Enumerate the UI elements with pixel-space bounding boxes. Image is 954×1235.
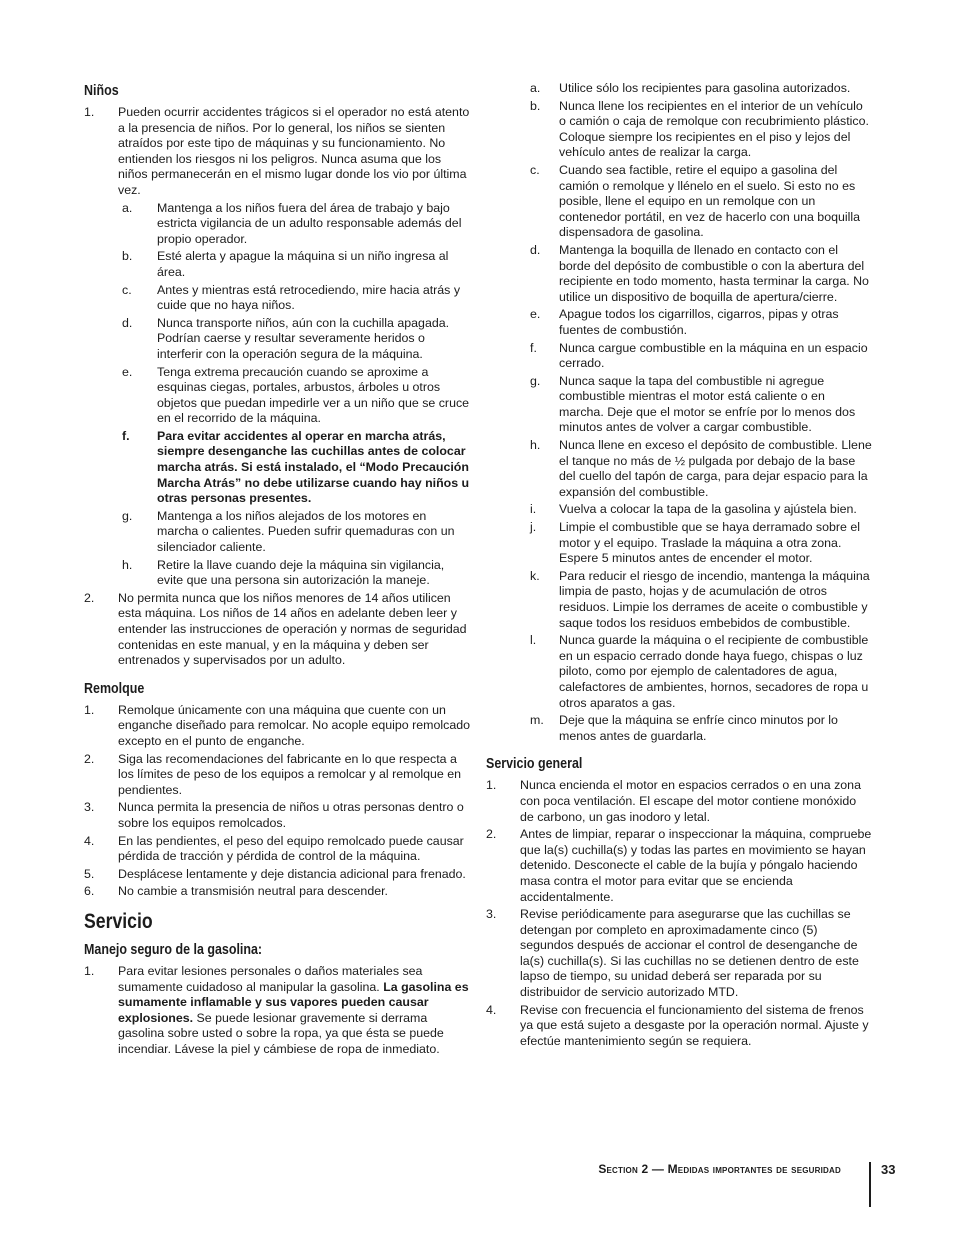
heading-ninos: Niños [84,83,119,99]
heading-servicio-general: Servicio general [486,756,583,773]
list-item: 1. Nunca encienda el motor en espacios cerrados o en una zona con poca ventilación. El escape del motor contiene monóxido de carbono, un gas inodoro y letal. [486,778,861,824]
list-item: i. Vuelva a colocar la tapa de la gasolina y ajústela bien. [530,502,857,517]
list-item: b. Esté alerta y apague la máquina si un niño ingresa al área. [122,249,449,279]
list-item: 2. Siga las recomendaciones del fabricante en lo que respecta a los límites de peso de los equipos a remolcar y al remolque en pendientes. [84,751,461,797]
list-item: g. Nunca saque la tapa del combustible ni agregue combustible mientras el motor está caliente o en marcha. Deje que el motor se enfríe por lo menos dos minutos antes de volver a cargar combustible. [530,373,856,435]
list-item: 6. No cambie a transmisión neutral para descender. [84,884,388,899]
list-item: 2. No permita nunca que los niños menores de 14 años utilicen esta máquina. Los niños de 14 años en adelante deben leer y entender las instrucciones de operación y normas de seguridad contenidas en este manual, y en la máquina y deben ser entrenados y supervisados por un adulto. [84,590,467,668]
list-item: 1. Pueden ocurrir accidentes trágicos si el operador no está atento a la presencia de niños. Por lo general, los niños se sienten atraídos por este tipo de máquinas y su funcionamiento. No entienden los riesgos ni los peligros. Nunca asuma que los niños permanecerán en el mismo lugar donde los vio por última vez. [84,105,470,197]
list-item: c. Cuando sea factible, retire el equipo a gasolina del camión o remolque y llénelo en el suelo. Si esto no es posible, llene el equipo en un remolque con un contenedor portátil, en vez de hacerlo con una boquilla dispensadora de gasolina. [530,162,861,240]
list-item: b. Nunca llene los recipientes en el interior de un vehículo o camión o caja de remolque con recubrimiento plástico. Coloque siempre los recipientes en el piso y lejos del vehículo antes de realizar la carga. [530,98,869,160]
list-item: c. Antes y mientras está retrocediendo, mire hacia atrás y cuide que no haya niños. [122,282,461,313]
list-item: h. Nunca llene en exceso el depósito de combustible. Llene el tanque no más de ½ pulgada por debajo de la base del cuello del tapón de carga, para dejar espacio para la expansión del combustible. [530,438,872,499]
list-item: g. Mantenga a los niños alejados de los motores en marcha o calientes. Pueden sufrir quemaduras con un silenciador caliente. [122,508,455,555]
list-item: j. Limpie el combustible que se haya derramado sobre el motor y el equipo. Traslade la máquina a otra zona. Espere 5 minutos antes de encender el motor. [530,520,860,566]
footer-section-title: Section 2 — Medidas importantes de seguridad [598,1162,841,1176]
heading-manejo-gasolina: Manejo seguro de la gasolina: [84,941,263,958]
list-item: 1. Remolque únicamente con una máquina que cuente con un enganche diseñado para remolcar. No acople equipo remolcado excepto en el punto de enganche. [84,702,470,748]
list-item: 3. Revise periódicamente para asegurarse que las cuchillas se detengan por completo en aproximadamente cinco (5) segundos después de accionar el control de desenganche de la(s) cuchilla(s). Si las cuchillas no se detienen dentro de este lapso de tiempo, su unidad deberá ser reparada por su distribuidor de servicio autorizado MTD. [486,907,859,1000]
footer-divider [869,1162,871,1207]
list-item: d. Nunca transporte niños, aún con la cuchilla apagada. Podrían caerse y resultar severamente heridos o interferir con la operación segura de la máquina. [122,315,450,361]
list-item: a. Mantenga a los niños fuera del área de trabajo y bajo estricta vigilancia de un adulto responsable además del propio operador. [122,200,462,246]
list-item: e. Apague todos los cigarrillos, cigarros, pipas y otras fuentes de combustión. [530,307,839,337]
list-item: d. Mantenga la boquilla de llenado en contacto con el borde del depósito de combustible o con la abertura del recipiente en todo momento, hasta terminar la carga. No utilice un dispositivo de boquilla de apertura/cierre. [530,242,869,304]
page-number: 33 [881,1162,896,1177]
right-column [486,81,872,1051]
list-item: 1. Para evitar lesiones personales o daños materiales sea sumamente cuidadoso al manipular la gasolina. La gasolina es sumamente inflamable y sus vapores pueden causar explosiones. Se puede lesionar gravemente si derrama gasolina sobre usted o sobre la ropa, ya que ésta se puede incendiar. Lávese la piel y cámbiese de ropa de inmediato. [84,963,469,1056]
list-item: m. Deje que la máquina se enfríe cinco minutos por lo menos antes de guardarla. [530,713,838,743]
list-item: 2. Antes de limpiar, reparar o inspeccionar la máquina, compruebe que la(s) cuchilla(s) y todas las partes en movimiento se hayan detenido. Desconecte el cable de la bujía y póngalo haciendo masa contra el motor para evitar que se encienda accidentalmente. [486,827,872,904]
list-item: a. Utilice sólo los recipientes para gasolina autorizados. [530,81,851,95]
list-item: 3. Nunca permita la presencia de niños u otras personas dentro o sobre los equipos remolcados. [84,800,464,830]
list-item: l. Nunca guarde la máquina o el recipiente de combustible en un espacio cerrado donde haya fuego, chispas o luz piloto, como por ejemplo de calentadores de agua, calefactores de ambientes, hornos, secadores de ropa u otros aparatos a gas. [530,633,869,710]
list-item: 4. En las pendientes, el peso del equipo remolcado puede causar pérdida de tracción y pérdida de control de la máquina. [84,833,464,864]
list-item: 4. Revise con frecuencia el funcionamiento del sistema de frenos ya que está sujeto a desgaste por la operación normal. Ajuste y efectúe mantenimiento según se requiera. [486,1002,869,1048]
list-item: h. Retire la llave cuando deje la máquina sin vigilancia, evite que una persona sin autorización la maneje. [122,557,445,588]
heading-servicio: Servicio [84,909,153,933]
heading-remolque: Remolque [84,680,145,697]
list-item: k. Para reducir el riesgo de incendio, mantenga la máquina limpia de pasto, hojas y de acumulación de otros residuos. Limpie los derrames de aceite o combustible y saque todos los residuos embebidos de combustible. [530,568,870,630]
left-column [84,82,470,1059]
list-item: 5. Desplácese lentamente y deje distancia adicional para frenado. [84,866,466,881]
list-item: e. Tenga extrema precaución cuando se aproxime a esquinas ciegas, portales, arbustos, árboles u otros objetos que puedan impedirle ver a un niño que se cruce en el recorrido de la máquina. [122,364,470,426]
list-item: f. Nunca cargue combustible en la máquina en un espacio cerrado. [530,340,868,371]
list-item-warning: f. Para evitar accidentes al operar en marcha atrás, siempre desenganche las cuchillas antes de colocar marcha atrás. Si está instalado, el “Modo Precaución Marcha Atrás” no debe utilizarse cuando hay niños u otras personas presentes. [122,428,470,506]
